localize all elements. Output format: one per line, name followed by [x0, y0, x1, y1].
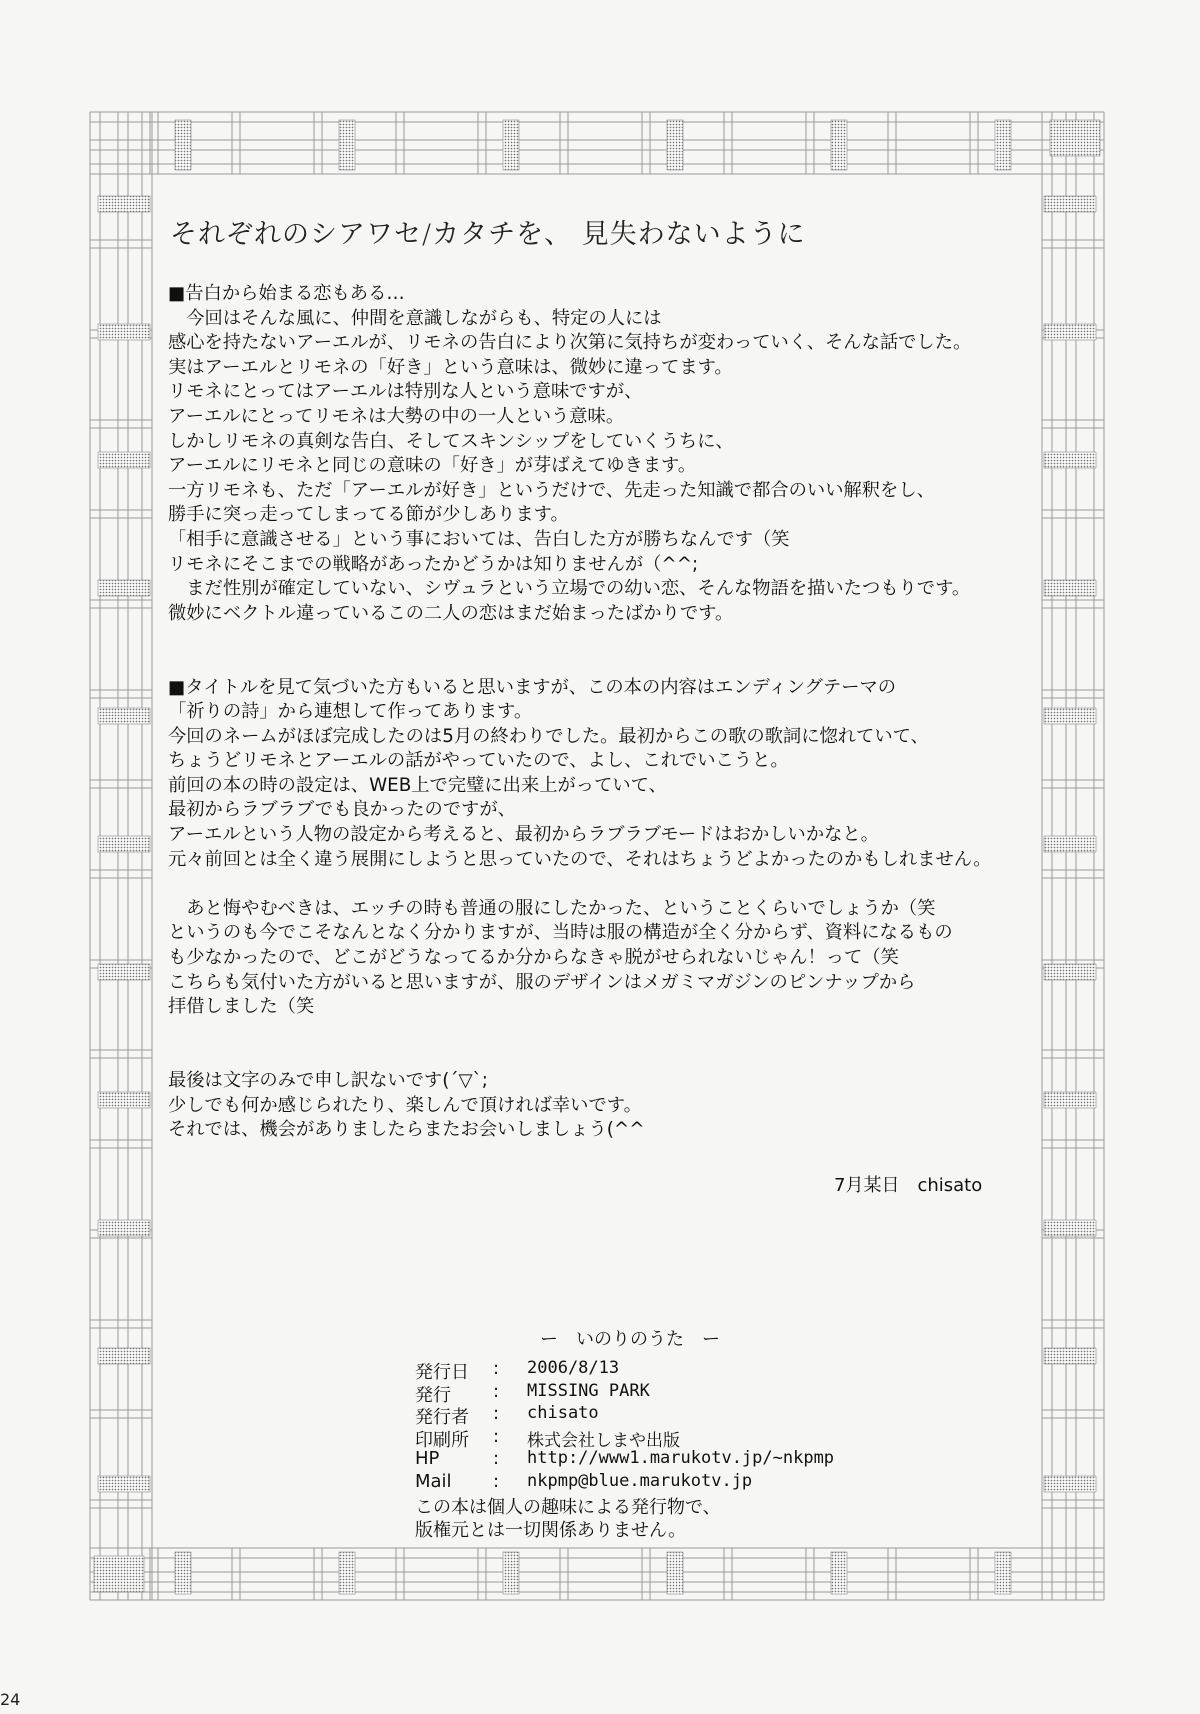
body-line: 今回のネームがほぼ完成したのは5月の終わりでした。最初からこの歌の歌詞に惚れていて、 [168, 725, 929, 747]
colophon-key: 印刷所 [415, 1429, 469, 1451]
body-line: 最後は文字のみで申し訳ないです(´▽`; [168, 1070, 488, 1091]
body-line [168, 626, 1038, 651]
body-line: 少しでも何か感じられたり、楽しんで頂ければ幸いです。 [168, 1094, 642, 1116]
colophon-key: 発行 [415, 1384, 451, 1406]
colophon-colon: : [493, 1425, 500, 1447]
colophon-value: 2006/8/13 [527, 1358, 620, 1378]
colophon-row [415, 1426, 721, 1449]
body-line [168, 651, 1038, 676]
body-line: 感心を持たないアーエルが、リモネの告白により次第に気持ちが変わっていく、そんな話でした。 [168, 332, 972, 354]
colophon-key: Mail [415, 1470, 452, 1492]
colophon-note: 版権元とは一切関係ありません。 [415, 1519, 687, 1541]
body-line: アーエルにリモネと同じの意味の「好き」が芽ばえてゆきます。 [168, 455, 697, 477]
body-line: も少なかったので、どこがどうなってるか分からなきゃ脱がせられないじゃん！って（笑 [168, 947, 899, 969]
body-line: こちらも気付いた方がいると思いますが、服のデザインはメガミマガジンのピンナップから [168, 971, 916, 993]
body-line: というのも今でこそなんとなく分かりますが、当時は服の構造が全く分からず、資料になるもの [168, 922, 953, 944]
body-line: ■タイトルを見て気づいた方もいると思いますが、この本の内容はエンディングテーマの [168, 676, 897, 698]
colophon-colon: : [493, 1470, 500, 1492]
body-line: 拝借しました（笑 [168, 996, 315, 1018]
body-line: 最初からラブラブでも良かったのですが、 [168, 799, 516, 821]
colophon-value: http://www1.marukotv.jp/~nkpmp [527, 1448, 835, 1468]
colophon-colon: : [493, 1448, 500, 1469]
body-line: 「相手に意識させる」という事においては、告白した方が勝ちなんです（笑 [168, 528, 790, 550]
body-line: 前回の本の時の設定は、WEB上で完璧に出来上がっていて、 [168, 774, 667, 796]
colophon-row [415, 1381, 721, 1404]
body-line: 実はアーエルとリモネの「好き」という意味は、微妙に違ってます。 [168, 356, 733, 378]
body-line: それでは、機会がありましたらまたお会いしましょう(^^ [168, 1119, 645, 1141]
colophon-note: この本は個人の趣味による発行物で、 [415, 1497, 721, 1518]
body-line [168, 872, 1038, 897]
body-line: ■告白から始まる恋もある… [168, 283, 405, 304]
colophon [415, 1358, 835, 1541]
body-line: 勝手に突っ走ってしまってる節が少しあります。 [168, 504, 569, 526]
body-line [168, 1044, 1038, 1069]
signature-line: 7月某日 chisato [834, 1175, 983, 1196]
body-line: 元々前回とは全く違う展開にしようと思っていたので、それはちょうどよかったのかもしれません。 [168, 848, 992, 870]
body-line: アーエルという人物の設定から考えると、最初からラブラブモードはおかしいかなと。 [168, 824, 879, 846]
colophon-value: chisato [527, 1403, 599, 1423]
colophon-colon: : [493, 1403, 500, 1424]
body-line: 今回はそんな風に、仲間を意識しながらも、特定の人には [168, 307, 662, 329]
colophon-row [415, 1403, 721, 1426]
colophon-key: HP [415, 1448, 440, 1469]
body-line: あと悔やむべきは、エッチの時も普通の服にしたかった、ということくらいでしょうか（笑 [168, 897, 936, 919]
page-title: それぞれのシアワセ/カタチを、 見失わないように [170, 219, 806, 250]
colophon-colon: : [493, 1380, 500, 1402]
colophon-key: 発行者 [415, 1407, 469, 1428]
colophon-value: nkpmp@blue.marukotv.jp [527, 1470, 753, 1491]
page-number: 24 [0, 1690, 21, 1709]
body-line: 「祈りの詩」から連想して作ってあります。 [168, 701, 533, 723]
colophon-value: MISSING PARK [527, 1380, 650, 1401]
body-line: まだ性別が確定していない、シヴュラという立場での幼い恋、そんな物語を描いたつもりです。 [168, 578, 971, 600]
colophon-row [415, 1358, 721, 1381]
body-line: 一方リモネも、ただ「アーエルが好き」というだけで、先走った知識で都合のいい解釈をし、 [168, 479, 935, 501]
colophon-row [415, 1448, 835, 1471]
afterword-body [168, 282, 1038, 1143]
body-line: 微妙にベクトル違っているこの二人の恋はまだ始まったばかりです。 [168, 602, 734, 624]
colophon-value: 株式会社しまや出版 [527, 1430, 680, 1451]
colophon-colon: : [493, 1358, 500, 1379]
body-line: ちょうどリモネとアーエルの話がやっていたので、よし、これでいこうと。 [168, 750, 789, 772]
body-line: アーエルにとってリモネは大勢の中の一人という意味。 [168, 405, 625, 427]
body-line: しかしリモネの真剣な告白、そしてスキンシップをしていくうちに、 [168, 430, 734, 452]
body-line: リモネにとってはアーエルは特別な人という意味ですが、 [168, 381, 643, 403]
body-line [168, 1020, 1038, 1045]
colophon-key: 発行日 [415, 1362, 469, 1383]
colophon-title: ー いのりのうた ー [540, 1329, 720, 1350]
body-line: リモネにそこまでの戦略があったかどうかは知りませんが（^^; [168, 553, 699, 575]
colophon-row [415, 1470, 753, 1494]
